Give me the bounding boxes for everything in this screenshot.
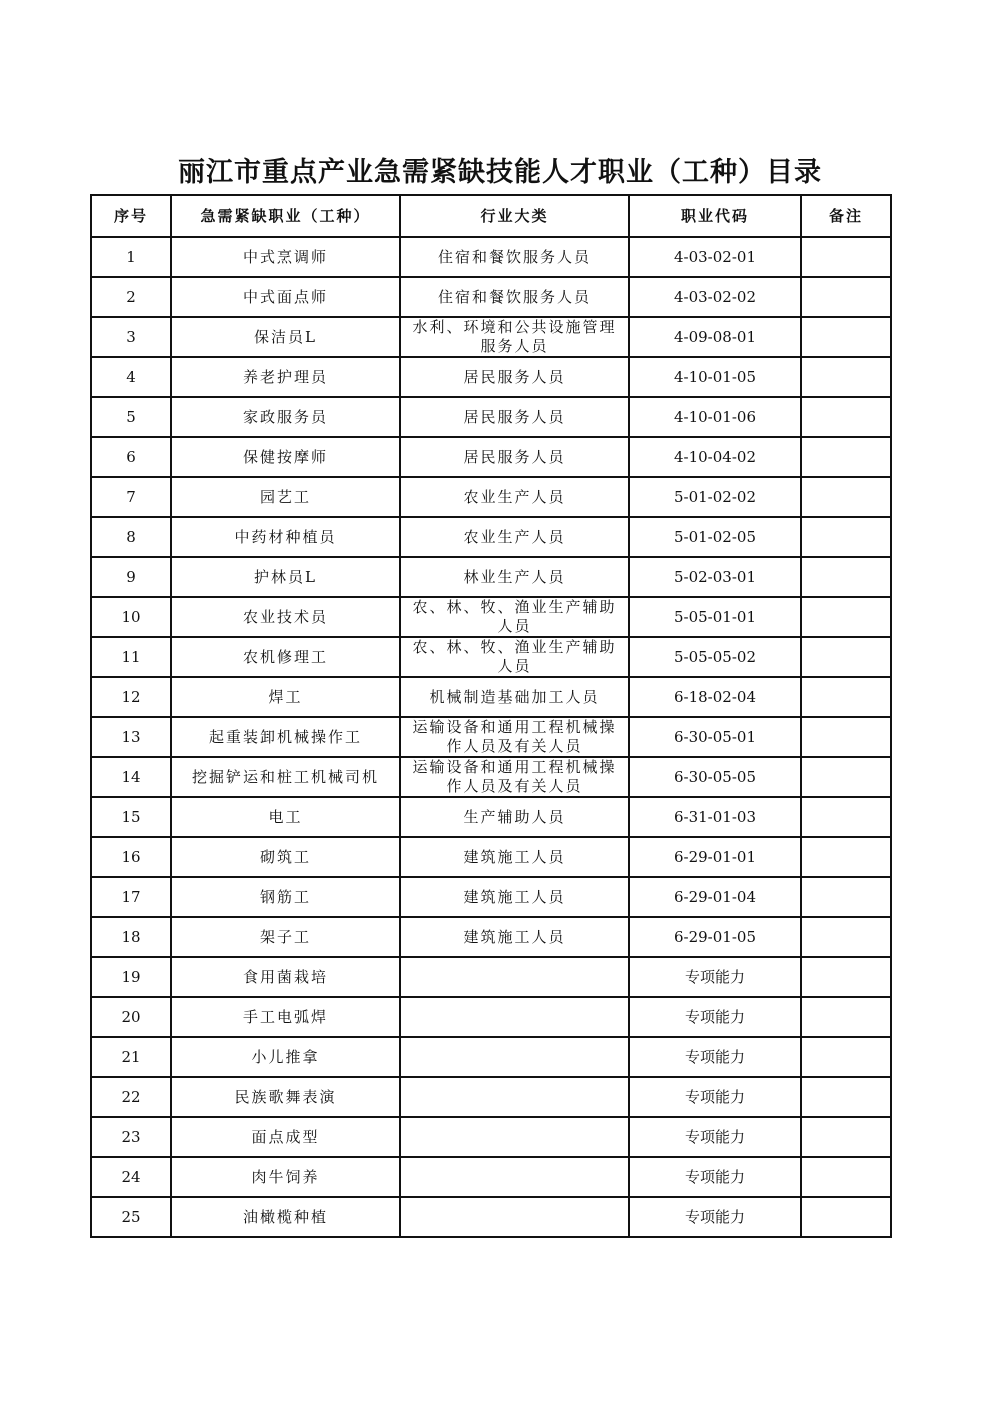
cell-industry: 林业生产人员 — [400, 557, 629, 597]
cell-industry: 生产辅助人员 — [400, 797, 629, 837]
cell-occupation: 民族歌舞表演 — [171, 1077, 400, 1117]
cell-remarks — [801, 957, 891, 997]
table-row — [91, 957, 891, 997]
cell-industry: 农业生产人员 — [400, 517, 629, 557]
table-row — [91, 397, 891, 437]
cell-occupation: 农机修理工 — [171, 637, 400, 677]
cell-code: 4-10-01-05 — [629, 357, 801, 397]
cell-occupation: 中式烹调师 — [171, 237, 400, 277]
cell-seq: 13 — [91, 717, 171, 757]
table-row — [91, 437, 891, 477]
cell-seq: 8 — [91, 517, 171, 557]
cell-occupation: 面点成型 — [171, 1117, 400, 1157]
cell-occupation: 肉牛饲养 — [171, 1157, 400, 1197]
cell-remarks — [801, 677, 891, 717]
cell-remarks — [801, 757, 891, 797]
cell-seq: 11 — [91, 637, 171, 677]
table-row — [91, 717, 891, 757]
cell-seq: 22 — [91, 1077, 171, 1117]
cell-remarks — [801, 477, 891, 517]
header-remarks: 备注 — [801, 195, 891, 237]
cell-occupation: 园艺工 — [171, 477, 400, 517]
document-title: 丽江市重点产业急需紧缺技能人才职业（工种）目录 — [178, 157, 822, 188]
cell-remarks — [801, 517, 891, 557]
header-occupation: 急需紧缺职业（工种） — [171, 195, 400, 237]
cell-seq: 14 — [91, 757, 171, 797]
cell-industry: 农、林、牧、渔业生产辅助人员 — [400, 597, 629, 637]
cell-occupation: 油橄榄种植 — [171, 1197, 400, 1237]
cell-occupation: 保健按摩师 — [171, 437, 400, 477]
cell-code: 6-31-01-03 — [629, 797, 801, 837]
cell-industry — [400, 1117, 629, 1157]
table-row — [91, 1197, 891, 1237]
cell-industry — [400, 1077, 629, 1117]
table-row — [91, 517, 891, 557]
header-seq: 序号 — [91, 195, 171, 237]
cell-remarks — [801, 597, 891, 637]
cell-remarks — [801, 877, 891, 917]
cell-remarks — [801, 637, 891, 677]
cell-code: 6-30-05-05 — [629, 757, 801, 797]
header-code: 职业代码 — [629, 195, 801, 237]
table-row — [91, 597, 891, 637]
cell-remarks — [801, 397, 891, 437]
cell-remarks — [801, 1157, 891, 1197]
cell-seq: 4 — [91, 357, 171, 397]
table-row — [91, 797, 891, 837]
cell-seq: 7 — [91, 477, 171, 517]
cell-occupation: 农业技术员 — [171, 597, 400, 637]
cell-occupation: 小儿推拿 — [171, 1037, 400, 1077]
header-industry: 行业大类 — [400, 195, 629, 237]
cell-code: 专项能力 — [629, 1197, 801, 1237]
cell-remarks — [801, 1077, 891, 1117]
table-row — [91, 557, 891, 597]
cell-seq: 23 — [91, 1117, 171, 1157]
cell-occupation: 手工电弧焊 — [171, 997, 400, 1037]
cell-remarks — [801, 997, 891, 1037]
cell-remarks — [801, 357, 891, 397]
cell-code: 4-09-08-01 — [629, 317, 801, 357]
cell-code: 4-03-02-02 — [629, 277, 801, 317]
cell-remarks — [801, 437, 891, 477]
cell-industry: 机械制造基础加工人员 — [400, 677, 629, 717]
table-row — [91, 1077, 891, 1117]
cell-seq: 3 — [91, 317, 171, 357]
cell-code: 5-05-01-01 — [629, 597, 801, 637]
cell-code: 专项能力 — [629, 1077, 801, 1117]
cell-occupation: 养老护理员 — [171, 357, 400, 397]
cell-seq: 24 — [91, 1157, 171, 1197]
cell-seq: 19 — [91, 957, 171, 997]
cell-code: 6-29-01-05 — [629, 917, 801, 957]
table-row — [91, 637, 891, 677]
cell-remarks — [801, 317, 891, 357]
cell-industry: 水利、环境和公共设施管理服务人员 — [400, 317, 629, 357]
cell-seq: 12 — [91, 677, 171, 717]
cell-occupation: 护林员L — [171, 557, 400, 597]
cell-industry: 住宿和餐饮服务人员 — [400, 277, 629, 317]
cell-seq: 18 — [91, 917, 171, 957]
cell-occupation: 食用菌栽培 — [171, 957, 400, 997]
table-row — [91, 357, 891, 397]
table-row — [91, 677, 891, 717]
cell-industry: 居民服务人员 — [400, 437, 629, 477]
cell-occupation: 挖掘铲运和桩工机械司机 — [171, 757, 400, 797]
cell-seq: 15 — [91, 797, 171, 837]
cell-industry — [400, 997, 629, 1037]
table-row — [91, 917, 891, 957]
cell-industry: 建筑施工人员 — [400, 917, 629, 957]
table-row — [91, 877, 891, 917]
cell-code: 专项能力 — [629, 957, 801, 997]
cell-occupation: 电工 — [171, 797, 400, 837]
cell-seq: 21 — [91, 1037, 171, 1077]
cell-occupation: 中药材种植员 — [171, 517, 400, 557]
table-row — [91, 237, 891, 277]
cell-seq: 5 — [91, 397, 171, 437]
table-row — [91, 757, 891, 797]
cell-occupation: 起重装卸机械操作工 — [171, 717, 400, 757]
cell-code: 5-01-02-05 — [629, 517, 801, 557]
cell-occupation: 中式面点师 — [171, 277, 400, 317]
cell-remarks — [801, 1037, 891, 1077]
table-row — [91, 277, 891, 317]
cell-code: 6-29-01-01 — [629, 837, 801, 877]
cell-industry: 住宿和餐饮服务人员 — [400, 237, 629, 277]
cell-code: 5-05-05-02 — [629, 637, 801, 677]
table-row — [91, 837, 891, 877]
cell-remarks — [801, 717, 891, 757]
cell-industry: 运输设备和通用工程机械操作人员及有关人员 — [400, 717, 629, 757]
cell-industry: 居民服务人员 — [400, 357, 629, 397]
cell-seq: 9 — [91, 557, 171, 597]
cell-industry: 居民服务人员 — [400, 397, 629, 437]
cell-remarks — [801, 237, 891, 277]
cell-seq: 17 — [91, 877, 171, 917]
table-row — [91, 1157, 891, 1197]
cell-remarks — [801, 837, 891, 877]
cell-occupation: 钢筋工 — [171, 877, 400, 917]
cell-occupation: 家政服务员 — [171, 397, 400, 437]
cell-industry: 建筑施工人员 — [400, 877, 629, 917]
cell-remarks — [801, 917, 891, 957]
cell-seq: 16 — [91, 837, 171, 877]
cell-code: 专项能力 — [629, 1117, 801, 1157]
table-row — [91, 477, 891, 517]
table-row — [91, 1037, 891, 1077]
cell-remarks — [801, 557, 891, 597]
cell-remarks — [801, 1117, 891, 1157]
cell-seq: 25 — [91, 1197, 171, 1237]
cell-occupation: 焊工 — [171, 677, 400, 717]
cell-industry — [400, 1197, 629, 1237]
cell-occupation: 保洁员L — [171, 317, 400, 357]
cell-seq: 1 — [91, 237, 171, 277]
cell-industry — [400, 957, 629, 997]
table-row — [91, 1117, 891, 1157]
table-body — [91, 237, 891, 1237]
cell-industry: 农业生产人员 — [400, 477, 629, 517]
cell-industry: 运输设备和通用工程机械操作人员及有关人员 — [400, 757, 629, 797]
table-header-row — [91, 195, 891, 237]
cell-remarks — [801, 1197, 891, 1237]
cell-occupation: 架子工 — [171, 917, 400, 957]
cell-code: 4-10-04-02 — [629, 437, 801, 477]
cell-code: 5-02-03-01 — [629, 557, 801, 597]
cell-seq: 10 — [91, 597, 171, 637]
cell-seq: 2 — [91, 277, 171, 317]
cell-remarks — [801, 277, 891, 317]
cell-seq: 20 — [91, 997, 171, 1037]
cell-code: 6-30-05-01 — [629, 717, 801, 757]
cell-code: 专项能力 — [629, 1037, 801, 1077]
cell-code: 4-10-01-06 — [629, 397, 801, 437]
cell-code: 专项能力 — [629, 997, 801, 1037]
cell-seq: 6 — [91, 437, 171, 477]
table-row — [91, 997, 891, 1037]
cell-industry: 农、林、牧、渔业生产辅助人员 — [400, 637, 629, 677]
cell-industry: 建筑施工人员 — [400, 837, 629, 877]
cell-occupation: 砌筑工 — [171, 837, 400, 877]
cell-code: 5-01-02-02 — [629, 477, 801, 517]
cell-industry — [400, 1157, 629, 1197]
cell-code: 专项能力 — [629, 1157, 801, 1197]
cell-industry — [400, 1037, 629, 1077]
cell-code: 4-03-02-01 — [629, 237, 801, 277]
cell-remarks — [801, 797, 891, 837]
cell-code: 6-18-02-04 — [629, 677, 801, 717]
cell-code: 6-29-01-04 — [629, 877, 801, 917]
table-row — [91, 317, 891, 357]
occupation-catalog-table — [90, 194, 892, 1238]
